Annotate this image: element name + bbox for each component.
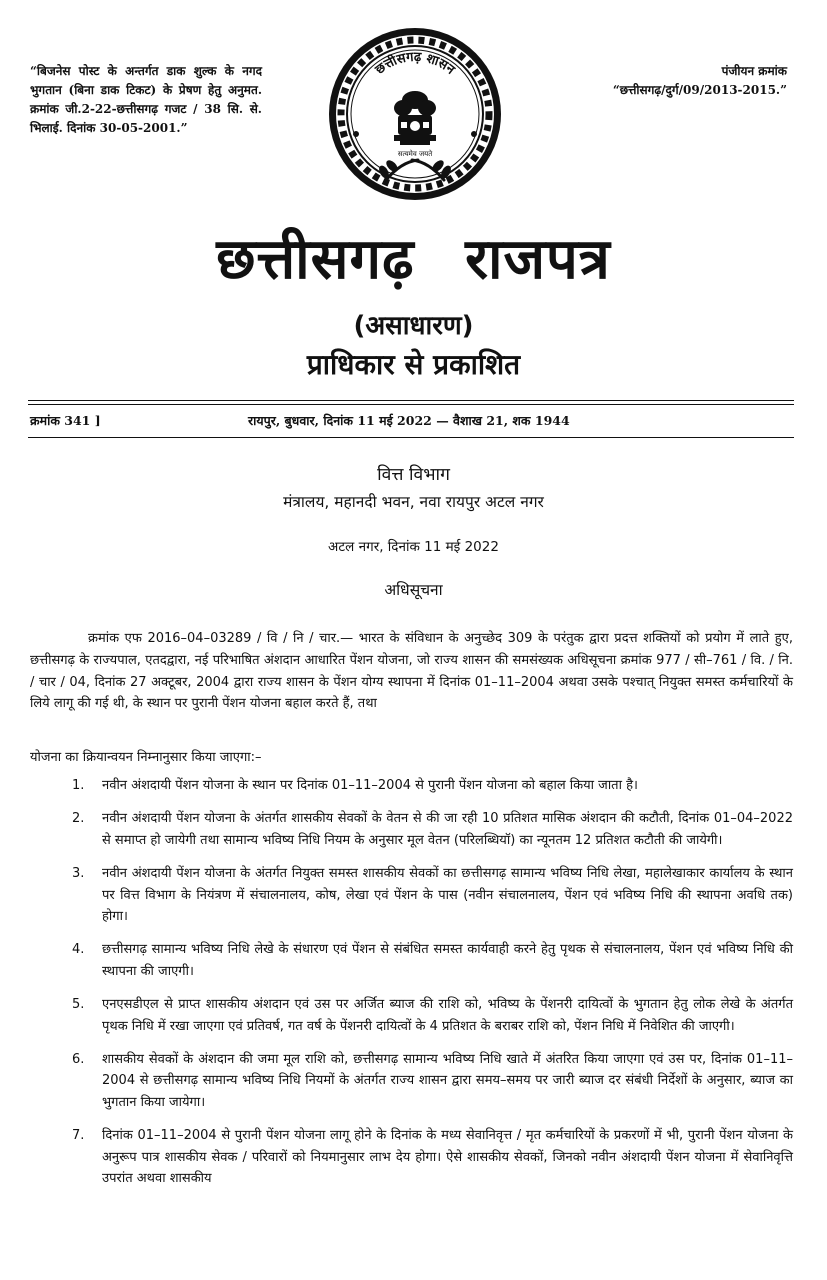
implementation-lead: योजना का क्रियान्वयन निम्नानुसार किया जाएगा:– xyxy=(30,750,262,765)
notification-heading: अधिसूचना xyxy=(384,581,443,599)
divider-top-2 xyxy=(28,404,794,405)
item-text: शासकीय सेवकों के अंशदान की जमा मूल राशि को, छत्तीसगढ़ सामान्य भविष्य निधि खाते में अंतरित किया जाएगा एवं उस पर, दिनांक 01–11–2004 से छत्तीसगढ़ सामान्य भविष्य निधि नियमों के अंतर्गत राज्य शासन द्वारा समय–समय पर जारी ब्याज दर संबंधी निर्देशों के अनुसार, ब्याज का भुगतान किया जायेगा। xyxy=(102,1052,793,1110)
notification-date: अटल नगर, दिनांक 11 मई 2022 xyxy=(328,539,499,555)
registration-block xyxy=(567,62,787,100)
item-text: नवीन अंशदायी पेंशन योजना के अंतर्गत शासकीय सेवकों के वेतन से की जा रही 10 प्रतिशत मासिक अंशदान की कटौती, दिनांक 01–04–2022 से समाप्त हो जायेगी तथा सामान्य भविष्य निधि नियम के अनुसार मूल वेतन (परिलब्धियॉ) का न्यूनतम 12 प्रतिशत कटौती की जायेगी। xyxy=(102,811,793,848)
item-number: 6. xyxy=(72,1052,85,1068)
list-item xyxy=(30,775,793,796)
state-seal-emblem xyxy=(326,22,504,208)
gazette-title: छत्तीसगढ़ राजपत्र xyxy=(216,227,611,292)
item-number: 2. xyxy=(72,811,85,827)
divider-top-1 xyxy=(28,400,794,401)
registration-number: “छत्तीसगढ़/दुर्ग/09/2013-2015.” xyxy=(612,83,787,97)
notification-intro: क्रमांक एफ 2016–04–03289 / वि / नि / चार.— भारत के संविधान के अनुच्छेद 309 के परंतुक द्वारा प्रदत्त शक्तियों को प्रयोग में लाते हुए, छत्तीसगढ़ के राज्यपाल, एतदद्वारा, नई परिभाषित अंशदान आधारित पेंशन योजना, जो राज्य शासन की समसंख्यक अधिसूचना क्रमांक 977 / सी–761 / वि. / नि. / चार / 04, दिनांक 27 अक्टूबर, 2004 द्वारा राज्य शासन के पेंशन योग्य स्थापना में दिनांक 01–11–2004 अथवा उसके पश्चात् नियुक्त समस्त कर्मचारियों के लिये लागू की गई थी, के स्थान पर पुरानी पेंशन योजना बहाल करते हैं, तथा xyxy=(30,631,793,712)
list-item xyxy=(30,939,793,982)
item-text: छत्तीसगढ़ सामान्य भविष्य निधि लेखे के संधारण एवं पेंशन से संबंधित समस्त कार्यवाही करने हेतु पृथक से संचालनालय, पेंशन एवं भविष्य निधि की स्थापना की जाएगी। xyxy=(102,942,793,979)
item-text: एनएसडीएल से प्राप्त शासकीय अंशदान एवं उस पर अर्जित ब्याज की राशि को, भविष्य के पेंशनरी दायित्वों के भुगतान हेतु लोक लेखे के अंतर्गत पृथक निधि में रखा जाएगा एवं प्रतिवर्ष, गत वर्ष के पेंशनरी दायित्वों के 4 प्रतिशत के बराबर राशि को, पेंशन निधि में निवेशित की जाएगी। xyxy=(102,997,793,1034)
postal-permit-note: “बिजनेस पोस्ट के अन्तर्गत डाक शुल्क के नगद भुगतान (बिना डाक टिकट) के प्रेषण हेतु अनुमत. क्रमांक जी.2-22-छत्तीसगढ़ गजट / 38 सि. से. भिलाई. दिनांक 30-05-2001.” xyxy=(30,64,262,135)
list-item xyxy=(30,994,793,1037)
seal-motto: सत्यमेव जयते xyxy=(397,150,433,158)
seal-arc-text: छत्तीसगढ़ शासन xyxy=(372,49,458,78)
item-number: 3. xyxy=(72,866,85,882)
gazette-extraordinary: (असाधारण) xyxy=(353,311,474,341)
divider-bottom xyxy=(28,437,794,438)
item-number: 5. xyxy=(72,997,85,1013)
issue-date: रायपुर, बुधवार, दिनांक 11 मई 2022 — वैशाख 21, शक 1944 xyxy=(248,413,570,428)
item-number: 7. xyxy=(72,1128,85,1144)
item-number: 4. xyxy=(72,942,85,958)
registration-label: पंजीयन क्रमांक xyxy=(721,64,787,78)
list-item xyxy=(30,1125,793,1189)
gazette-authority-line: प्राधिकार से प्रकाशित xyxy=(306,348,521,381)
list-item xyxy=(30,808,793,851)
issue-number: क्रमांक 341 ] xyxy=(30,413,101,428)
department-address: मंत्रालय, महानदी भवन, नवा रायपुर अटल नगर xyxy=(283,493,544,511)
department-name: वित्त विभाग xyxy=(377,465,450,485)
item-text: नवीन अंशदायी पेंशन योजना के स्थान पर दिनांक 01–11–2004 से पुरानी पेंशन योजना को बहाल किया जाता है। xyxy=(102,778,638,793)
item-text: दिनांक 01–11–2004 से पुरानी पेंशन योजना लागू होने के दिनांक के मध्य सेवानिवृत्त / मृत कर्मचारियों के प्रकरणों में भी, पुरानी पेंशन योजना के अनुरूप पात्र शासकीय सेवक / परिवारों को नियमानुसार लाभ देय होगा। ऐसे शासकीय सेवकों, जिनको नवीन अंशदायी पेंशन योजना में सेवानिवृत्ति उपरांत अथवा शासकीय xyxy=(102,1128,793,1187)
list-item xyxy=(30,863,793,927)
item-number: 1. xyxy=(72,778,85,793)
implementation-list xyxy=(30,775,793,1202)
list-item xyxy=(30,1049,793,1113)
item-text: नवीन अंशदायी पेंशन योजना के अंतर्गत नियुक्त समस्त शासकीय सेवकों का छत्तीसगढ़ सामान्य भविष्य निधि लेखा, महालेखाकार कार्यालय के स्थान पर वित्त विभाग के नियंत्रण में संचालनालय, कोष, लेखा एवं पेंशन के पास (नवीन संचालनालय, पेंशन एवं भविष्य निधि की स्थापना अवधि तक) होगा। xyxy=(102,866,793,925)
